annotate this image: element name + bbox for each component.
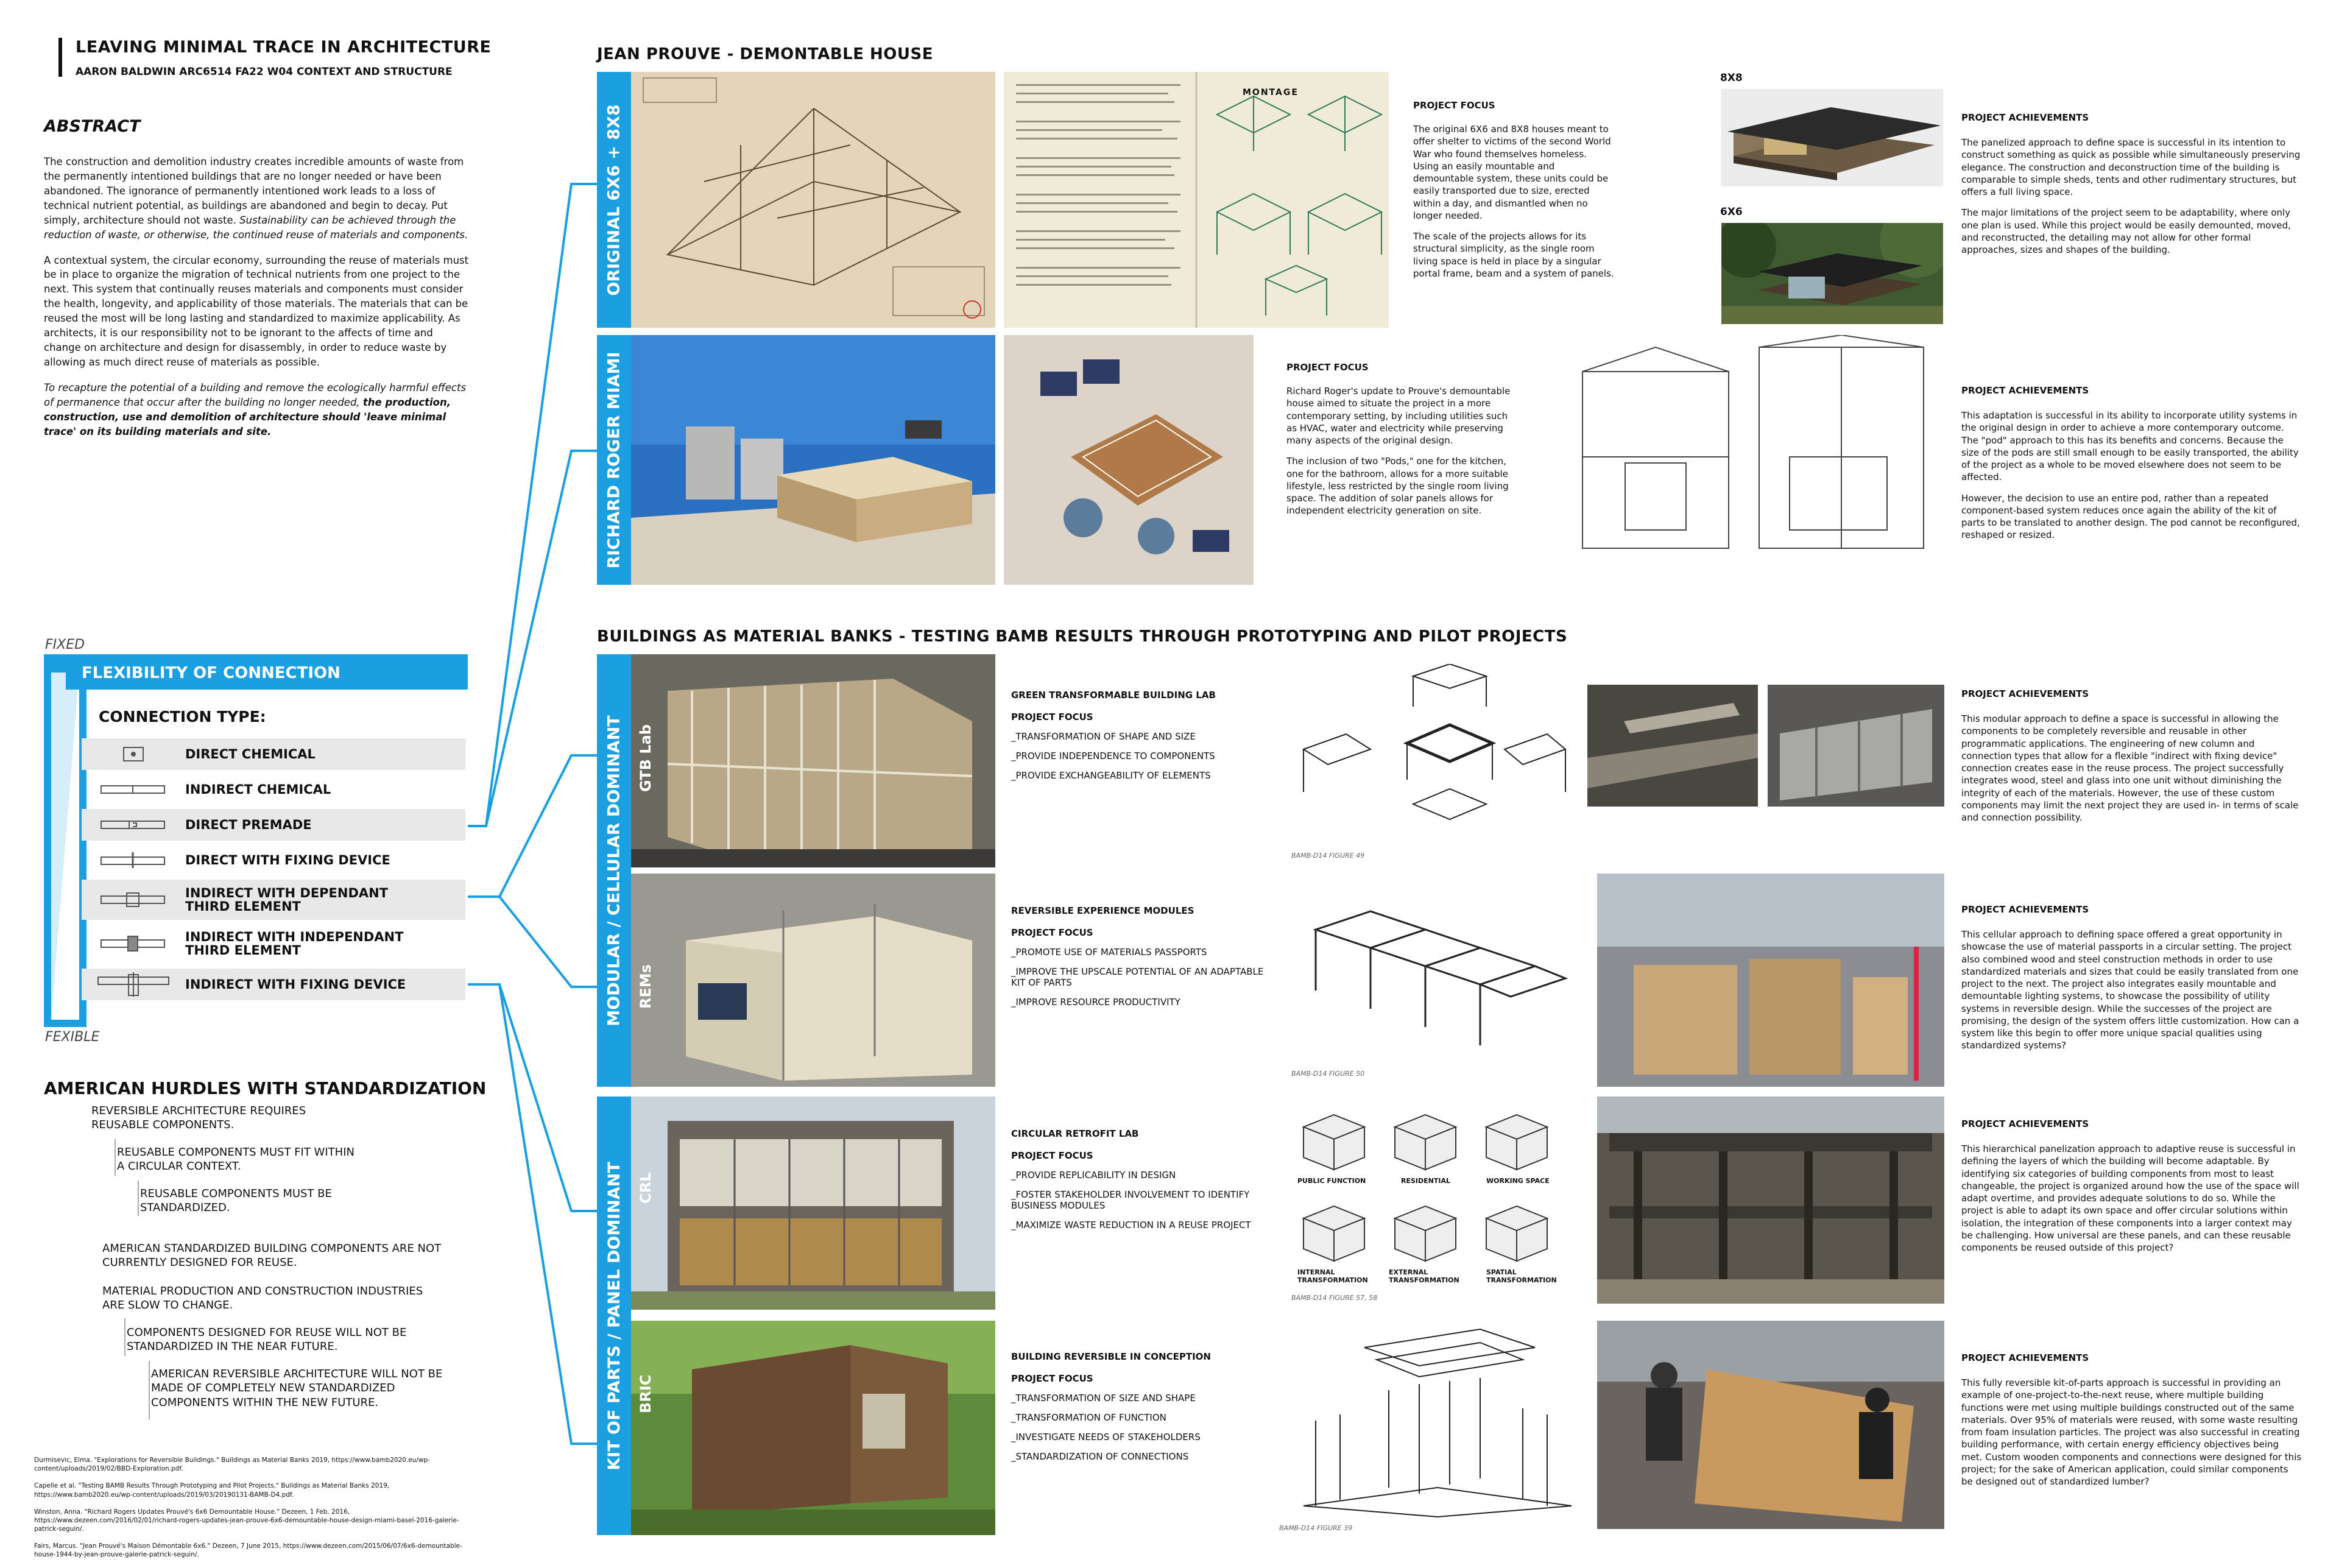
hurdle-item: AMERICAN REVERSIBLE ARCHITECTURE WILL NOT BE MADE OF COMPLETELY NEW STANDARDIZED COMPONENTS WITHIN THE NEW FUTURE.: [151, 1368, 443, 1409]
prouve-row2-label: [597, 335, 631, 585]
rogers-model-photo: [631, 335, 995, 585]
focus-item: _PROMOTE USE OF MATERIALS PASSPORTS: [1011, 947, 1207, 958]
focus-heading: PROJECT FOCUS: [1413, 100, 1495, 111]
bamb-heading: BUILDINGS AS MATERIAL BANKS - TESTING BAMB RESULTS THROUGH PROTOTYPING AND PILOT PROJECTS: [597, 627, 1568, 646]
achievements-text: This hierarchical panelization approach to adaptive reuse is successful in defining the layers of which the building will become adaptable. By identifying six categories of building components from most to least changeable, the project is organized around how the use of the space will adapt overtime, and provides adequate solutions to do so. While the project is able to adapt its own space and offer circular solutions within isolation, the integration of these components into a larger context may be challenging. How universal are these panels, and can these reusable components be reused outside of this project?: [1961, 1143, 2299, 1253]
rems-tag: REMs: [637, 964, 654, 1009]
project-name: GREEN TRANSFORMABLE BUILDING LAB: [1011, 690, 1216, 701]
hurdle-rule: [138, 1181, 139, 1216]
rems-achievements: [1961, 904, 2302, 1052]
abstract-p3-bold: the production, construction, use and demolition of architecture should 'leave minimal trace' on its building materials and site.: [44, 396, 451, 437]
fixed-label: FIXED: [45, 637, 85, 652]
focus-heading: PROJECT FOCUS: [1011, 1373, 1093, 1384]
connection-label: DIRECT PREMADE: [185, 817, 312, 832]
hurdle-item: REUSABLE COMPONENTS MUST BE STANDARDIZED.: [140, 1187, 332, 1215]
label-8x8: 8X8: [1720, 72, 1743, 84]
group2-label-text: KIT OF PARTS / PANEL DOMINANT: [604, 1161, 624, 1471]
hurdle-item: MATERIAL PRODUCTION AND CONSTRUCTION INDUSTRIES ARE SLOW TO CHANGE.: [102, 1285, 423, 1312]
achievements-text: This cellular approach to defining space offered a great opportunity in showcase the use of material passports in a circular setting. The project also combined wood and steel construction methods in order to use standardized materials and sizes that could be easily translated from one project to the next. The project also integrates easily mountable and demountable lighting systems, to showcase the possibility of utility systems in reversible design. While the successes of the project are promising, the design of the system offers little customization. How can a system like this begin to offer more unique spacial qualities using standardized systems?: [1961, 929, 2299, 1051]
reference-item: Capelle et al. "Testing BAMB Results Through Prototyping and Pilot Projects." Buildings as Material Banks 2019, https://www.bamb2020.eu/wp-content/uploads/2019/03/20190131-BAMB-D4.pdf.: [34, 1482, 390, 1499]
gtb-achievements: [1961, 688, 2302, 824]
hurdle-rule: [115, 1139, 116, 1176]
focus-text: The inclusion of two "Pods," one for the kitchen, one for the bathroom, allows for a more suitable lifestyle, less restricted by the single room living space. The addition of solar panels allows for independent electricity generation on site.: [1286, 456, 1509, 517]
crl-category-diagram: [1291, 1103, 1572, 1291]
achievements-heading: PROJECT ACHIEVEMENTS: [1961, 385, 2089, 396]
connection-label: DIRECT WITH FIXING DEVICE: [185, 852, 390, 867]
hurdle-item: REUSABLE COMPONENTS MUST FIT WITHIN A CIRCULAR CONTEXT.: [117, 1146, 355, 1173]
achievements-text: The panelized approach to define space is successful in its intention to construct something as quick as possible while simultaneously preserving elegance. The construction and deconstruction time of the building is comparable to simple sheds, tents and other rudimentary structures, but offers a full living space.: [1961, 137, 2301, 197]
achievements-text: However, the decision to use an entire pod, rather than a repeated component-based system reduces once again the ability of the kit of parts to be translated to another design. The pod cannot be reconfigured, reshaped or resized.: [1961, 492, 2300, 541]
project-name: CIRCULAR RETROFIT LAB: [1011, 1128, 1139, 1139]
connection-label: INDIRECT WITH DEPENDANT THIRD ELEMENT: [185, 885, 389, 914]
focus-item: _IMPROVE RESOURCE PRODUCTIVITY: [1011, 997, 1180, 1008]
house-8x8-photo: [1721, 89, 1943, 186]
crl-achievements: [1961, 1118, 2302, 1254]
focus-item: _INVESTIGATE NEEDS OF STAKEHOLDERS: [1011, 1432, 1201, 1443]
bric-exploded-diagram: [1279, 1323, 1584, 1518]
reference-item: Winston, Anna. "Richard Rogers Updates Prouvé's 6x6 Demountable House." Dezeen, 1 Feb. 2016, https://www.dezeen.com/2016/02/01/richard-rogers-updates-jean-prouve-6x6-demountable-house-design-miami-basel-2016-galerie-patrick-seguin/.: [34, 1508, 459, 1533]
focus-text: The scale of the projects allows for its structural simplicity, as the single room living space is held in place by a singular portal frame, beam and a system of panels.: [1413, 231, 1614, 279]
bric-photo: [631, 1321, 995, 1535]
rems-axon-diagram: [1291, 881, 1572, 1064]
prouve-heading: JEAN PROUVE - DEMONTABLE HOUSE: [597, 45, 934, 63]
achievements-heading: PROJECT ACHIEVEMENTS: [1961, 688, 2089, 699]
gtb-figure-caption: BAMB-D14 FIGURE 49: [1291, 852, 1365, 860]
bamb-group2-label: [597, 1097, 631, 1535]
focus-item: _STANDARDIZATION OF CONNECTIONS: [1011, 1451, 1189, 1462]
page-title: LEAVING MINIMAL TRACE IN ARCHITECTURE: [76, 38, 492, 57]
rems-construction-photo: [1597, 874, 1944, 1087]
hurdle-item: REVERSIBLE ARCHITECTURE REQUIRES REUSABLE COMPONENTS.: [91, 1104, 306, 1132]
bric-workers-photo: [1597, 1321, 1944, 1529]
rogers-plan-photo: [1004, 335, 1254, 585]
crl-structure-photo: [1597, 1097, 1944, 1304]
bamb-group1-label: [597, 654, 631, 1087]
flexible-label: FEXIBLE: [45, 1029, 100, 1045]
focus-text: The original 6X6 and 8X8 houses meant to offer shelter to victims of the second World War who found themselves homeless. Using an easily mountable and demountable system, these units could be easily transported due to size, erected within a day, and dismantled when no longer needed.: [1413, 124, 1611, 221]
gtb-detail-photo-2: [1768, 685, 1944, 807]
hurdle-rule: [149, 1361, 150, 1419]
bric-achievements: [1961, 1352, 2302, 1488]
focus-item: _MAXIMIZE WASTE REDUCTION IN A REUSE PROJECT: [1011, 1220, 1251, 1231]
connection-label: INDIRECT WITH INDEPENDANT THIRD ELEMENT: [185, 929, 404, 958]
crl-diagram-label: INTERNAL TRANSFORMATION: [1297, 1268, 1368, 1284]
gtb-tag: GTB Lab: [637, 724, 654, 792]
focus-item: _PROVIDE INDEPENDENCE TO COMPONENTS: [1011, 750, 1215, 761]
gtb-detail-photo-1: [1587, 685, 1758, 807]
connection-label: DIRECT CHEMICAL: [185, 746, 316, 761]
achievements-heading: PROJECT ACHIEVEMENTS: [1961, 112, 2089, 123]
project-name: BUILDING REVERSIBLE IN CONCEPTION: [1011, 1351, 1211, 1362]
prouve-montage-image: [1004, 72, 1389, 328]
prouve-achievements2: [1961, 385, 2302, 542]
prouve-sketch-image: [631, 72, 995, 328]
crl-tag: CRL: [637, 1172, 654, 1204]
connection-label: INDIRECT WITH FIXING DEVICE: [185, 976, 406, 992]
achievements-heading: PROJECT ACHIEVEMENTS: [1961, 1118, 2089, 1129]
focus-heading: PROJECT FOCUS: [1011, 1150, 1093, 1161]
gtb-focus: [1011, 690, 1267, 781]
focus-text: Richard Roger's update to Prouve's demountable house aimed to situate the project in a more contemporary setting, by including utilities such as HVAC, water and electricity while preserving many aspects of the original design.: [1286, 386, 1511, 446]
focus-heading: PROJECT FOCUS: [1286, 362, 1369, 373]
bric-focus: [1011, 1351, 1267, 1462]
house-6x6-photo: [1721, 223, 1943, 324]
hurdle-item: AMERICAN STANDARDIZED BUILDING COMPONENTS ARE NOT CURRENTLY DESIGNED FOR REUSE.: [102, 1242, 442, 1270]
focus-heading: PROJECT FOCUS: [1011, 927, 1093, 938]
achievements-text: The major limitations of the project seem to be adaptability, where only one plan is used. While this project would be easily demounted, moved, and reconstructed, the detailing may not allow for other formal approaches, sizes and shapes of the building.: [1961, 207, 2291, 255]
achievements-text: This modular approach to define a space is successful in allowing the components to be completely reversible and reusable in other programmatic applications. The engineering of new column and connection types that allow for a flexible "indirect with fixing device" connection creates ease in the reuse process. The project successfully integrates wood, steel and glass into one unit without diminishing the integrity of each of the materials. However, the use of these custom components may limit the next project they are used in- in terms of scale and connection possibility.: [1961, 713, 2299, 823]
crl-figure-caption: BAMB-D14 FIGURE 57, 58: [1291, 1294, 1378, 1302]
focus-item: _TRANSFORMATION OF SIZE AND SHAPE: [1011, 1393, 1196, 1404]
crl-diagram-label: WORKING SPACE: [1486, 1177, 1550, 1185]
crl-focus: [1011, 1128, 1267, 1231]
hurdle-item: COMPONENTS DESIGNED FOR REUSE WILL NOT BE STANDARDIZED IN THE NEAR FUTURE.: [127, 1326, 407, 1354]
bric-tag: BRIC: [637, 1374, 654, 1413]
page-subtitle: AARON BALDWIN ARC6514 FA22 W04 CONTEXT AND STRUCTURE: [76, 66, 453, 78]
montage-label: MONTAGE: [1243, 88, 1299, 97]
focus-item: _IMPROVE THE UPSCALE POTENTIAL OF AN ADAPTABLE KIT OF PARTS: [1011, 966, 1264, 988]
group1-label-text: MODULAR / CELLULAR DOMINANT: [604, 715, 624, 1026]
flexibility-bar-title: FLEXIBILITY OF CONNECTION: [82, 664, 340, 682]
rems-focus: [1011, 905, 1267, 1008]
crl-diagram-label: PUBLIC FUNCTION: [1297, 1177, 1366, 1185]
abstract-p3: To recapture the potential of a building and remove the ecologically harmful effects of permanence that occur after the building no longer needed,: [44, 381, 467, 408]
references: [34, 1456, 473, 1568]
focus-item: _FOSTER STAKEHOLDER INVOLVEMENT TO IDENTIFY BUSINESS MODULES: [1011, 1189, 1250, 1211]
crl-photo: [631, 1097, 995, 1310]
abstract-heading: ABSTRACT: [44, 117, 141, 136]
prouve-achievements1: [1961, 112, 2302, 256]
abstract-p1-italic: Sustainability can be achieved through the reduction of waste, or otherwise, the continued reuse of materials and components.: [44, 214, 468, 241]
gtb-axon-diagram: [1291, 664, 1572, 847]
reference-item: Durmisevic, Elma. "Explorations for Reversible Buildings." Buildings as Material Banks 2019, https://www.bamb2020.eu/wp-content/uploads/2019/02/BBD-Exploration.pdf.: [34, 1457, 430, 1473]
reference-item: Fairs, Marcus. "Jean Prouvé's Maison Démontable 6x6." Dezeen, 7 June 2015, https://www.dezeen.com/2015/06/07/6x6-demountable-house-1944-by-jean-prouve-galerie-patrick-seguin/.: [34, 1542, 462, 1559]
focus-item: _TRANSFORMATION OF FUNCTION: [1011, 1412, 1166, 1423]
rems-figure-caption: BAMB-D14 FIGURE 50: [1291, 1070, 1365, 1078]
achievements-heading: PROJECT ACHIEVEMENTS: [1961, 904, 2089, 915]
focus-heading: PROJECT FOCUS: [1011, 712, 1093, 722]
hurdle-rule: [124, 1318, 125, 1356]
focus-item: _PROVIDE REPLICABILITY IN DESIGN: [1011, 1170, 1176, 1181]
connection-type-heading: CONNECTION TYPE:: [99, 708, 266, 726]
prouve-focus1: [1413, 100, 1614, 280]
rems-photo: [631, 874, 995, 1087]
achievements-text: This adaptation is successful in its ability to incorporate utility systems in the original design in order to achieve a more contemporary outcome. The "pod" approach to this has its benefits and concerns. Because the size of the pods are still small enough to be easily transported, the ability of the project as a whole to be moved elsewhere does not seem to be affected.: [1961, 410, 2299, 483]
project-name: REVERSIBLE EXPERIENCE MODULES: [1011, 905, 1194, 916]
prouve-row1-label: [597, 72, 631, 328]
bric-figure-caption: BAMB-D14 FIGURE 39: [1279, 1524, 1353, 1532]
hurdles-heading: AMERICAN HURDLES WITH STANDARDIZATION: [44, 1078, 487, 1098]
achievements-text: This fully reversible kit-of-parts approach is successful in providing an example of one-project-to-the-next reuse, where multiple building functions were met using multiple buildings constructed out of the same materials. Over 95% of materials were reused, with some waste resulting from foam insulation particles. The project was also successful in creating building performance, with certain energy efficiency objectives being met. Custom wooden components and connections were designed for this project; for the sake of American application, could similar components be designed out of standardized lumber?: [1961, 1377, 2302, 1487]
achievements-heading: PROJECT ACHIEVEMENTS: [1961, 1352, 2089, 1363]
row1-label-text: ORIGINAL 6X6 + 8X8: [604, 104, 624, 296]
gtb-lab-photo: [631, 654, 995, 867]
connection-label: INDIRECT CHEMICAL: [185, 782, 331, 797]
abstract-p1: The construction and demolition industry creates incredible amounts of waste from the permanently intentioned buildings that are no longer needed or have been abandoned. The ignorance of permanently intentioned work leads to a loss of technical nutrient potential, as buildings are abandoned and begin to decay. Put simply, architecture should not waste.: [44, 156, 464, 226]
crl-diagram-label: EXTERNAL TRANSFORMATION: [1389, 1268, 1459, 1284]
label-6x6: 6X6: [1720, 206, 1743, 218]
focus-item: _TRANSFORMATION OF SHAPE AND SIZE: [1011, 731, 1196, 742]
abstract-p2: A contextual system, the circular economy, surrounding the reuse of materials must be in place to organize the migration of technical nutrients from one project to the next. This system that continually reuses materials and components must consider the health, longevity, and applicability of those materials. The materials that can be reused the most will be long lasting and standardized to maximize applicability. As architects, it is our responsibility not to be ignorant to the affects of time and change on architecture and design for disassembly, in order to reduce waste by allowing as much direct reuse of materials as possible.: [44, 254, 469, 368]
row2-label-text: RICHARD ROGER MIAMI: [604, 351, 624, 569]
focus-item: _PROVIDE EXCHANGEABILITY OF ELEMENTS: [1011, 770, 1211, 781]
rogers-section-drawing: [1576, 335, 1942, 585]
prouve-focus2: [1286, 362, 1512, 517]
crl-diagram-label: SPATIAL TRANSFORMATION: [1486, 1268, 1557, 1284]
crl-diagram-label: RESIDENTIAL: [1401, 1177, 1450, 1185]
